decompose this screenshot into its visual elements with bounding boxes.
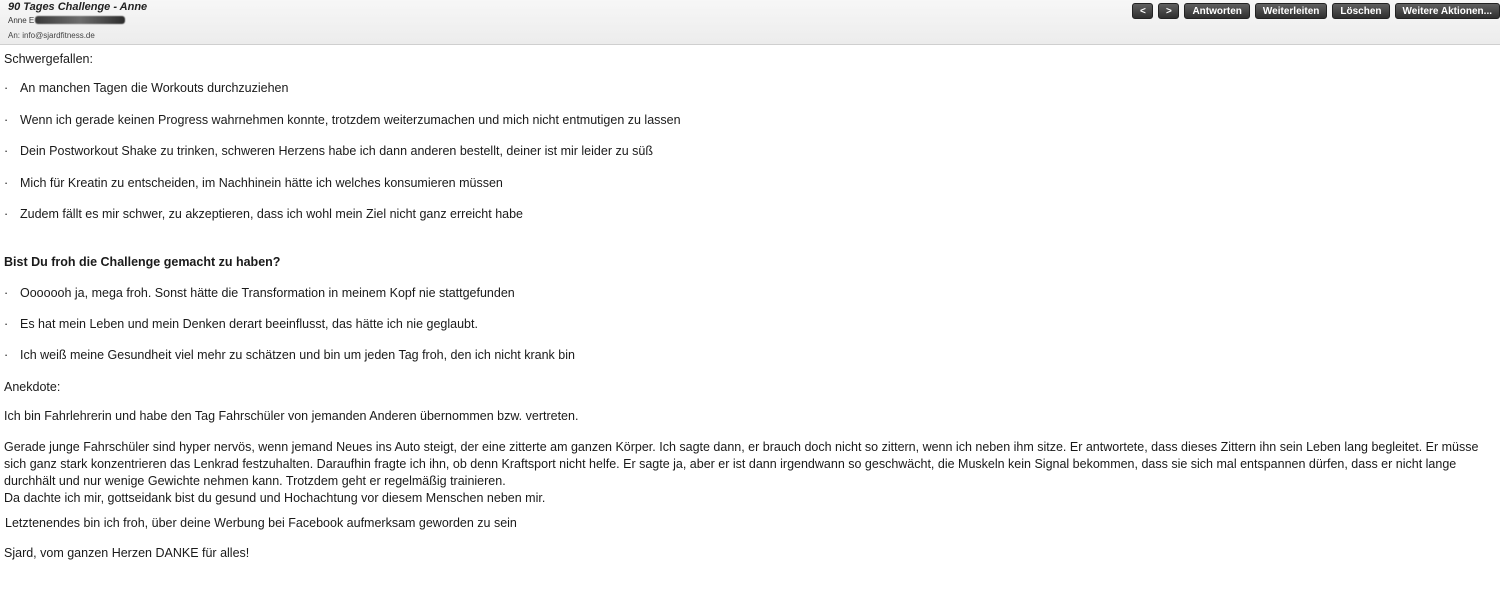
anecdote-story: Gerade junge Fahrschüler sind hyper nervös, wenn jemand Neues ins Auto steigt, der eine zitterte am ganzen Körper. Ich sagte dann, er brauch doch nicht so zittern, wenn ich neben ihm sitze. Er antwortete, dass dieses Zittern ihn sein Leben lang begleitet. Er müsse sich ganz stark konzentrieren das Lenkrad festzuhalten. Daraufhin fragte ich ihn, ob denn Kraftsport nicht helfe. Er sagte ja, aber er ist dann irgendwann so geschwächt, die Muskeln kein Signal bekommen, dass sie sich mal entspannen dürfen, dass er nicht lange durchhält und nur wenige Gewichte nehmen kann. Trotzdem geht er regelmäßig trainieren. — [4, 440, 1479, 488]
bullet-glyph: · — [4, 144, 9, 158]
message-toolbar — [1132, 3, 1500, 19]
more-actions-button[interactable]: Weitere Aktionen... — [1395, 3, 1500, 19]
list-item-text: Ooooooh ja, mega froh. Sonst hätte die Transformation in meinem Kopf nie stattgefunden — [20, 286, 515, 300]
thanks-paragraph: Sjard, vom ganzen Herzen DANKE für alles! — [4, 546, 250, 560]
previous-message-button[interactable]: < — [1132, 3, 1153, 19]
list-item — [4, 285, 515, 302]
list-item — [4, 80, 288, 97]
next-message-button[interactable]: > — [1158, 3, 1179, 19]
delete-button[interactable]: Löschen — [1332, 3, 1389, 19]
bullet-glyph: · — [4, 207, 9, 221]
glad-heading: Bist Du froh die Challenge gemacht zu haben? — [4, 255, 281, 269]
email-subject: 90 Tages Challenge - Anne — [8, 1, 148, 13]
list-item — [4, 112, 681, 129]
list-item — [4, 347, 575, 364]
email-recipient: An: info@sjardfitness.de — [8, 31, 95, 40]
list-item-text: Dein Postworkout Shake zu trinken, schweren Herzens habe ich dann anderen bestellt, deiner ist mir leider zu süß — [20, 144, 653, 158]
closing-paragraph: Letztenendes bin ich froh, über deine Werbung bei Facebook aufmerksam geworden zu sein — [5, 516, 517, 530]
bullet-glyph: · — [4, 113, 9, 127]
forward-button[interactable]: Weiterleiten — [1255, 3, 1328, 19]
list-item — [4, 175, 503, 192]
sender-name: Anne E — [8, 16, 35, 25]
anecdote-heading: Anekdote: — [4, 380, 61, 394]
bullet-glyph: · — [4, 81, 9, 95]
bullet-glyph: · — [4, 286, 9, 300]
bullet-glyph: · — [4, 317, 9, 331]
redacted-surname — [35, 16, 125, 24]
bullet-glyph: · — [4, 176, 9, 190]
list-item-text: Zudem fällt es mir schwer, zu akzeptieren, dass ich wohl mein Ziel nicht ganz erreicht habe — [20, 207, 524, 221]
list-item-text: Es hat mein Leben und mein Denken derart beeinflusst, das hätte ich nie geglaubt. — [20, 317, 478, 331]
list-item-text: An manchen Tagen die Workouts durchzuziehen — [20, 81, 289, 95]
list-item — [4, 206, 523, 223]
list-item-text: Ich weiß meine Gesundheit viel mehr zu schätzen und bin um jeden Tag froh, den ich nicht krank bin — [20, 348, 575, 362]
email-sender — [8, 16, 125, 25]
list-item — [4, 143, 653, 160]
reply-button[interactable]: Antworten — [1184, 3, 1249, 19]
list-item-text: Wenn ich gerade keinen Progress wahrnehmen konnte, trotzdem weiterzumachen und mich nicht entmutigen zu lassen — [20, 113, 681, 127]
bullet-glyph: · — [4, 348, 9, 362]
difficulties-heading: Schwergefallen: — [4, 52, 93, 66]
list-item — [4, 316, 478, 333]
anecdote-intro: Ich bin Fahrlehrerin und habe den Tag Fahrschüler von jemanden Anderen übernommen bzw. vertreten. — [4, 409, 579, 423]
anecdote-end: Da dachte ich mir, gottseidank bist du gesund und Hochachtung vor diesem Menschen neben mir. — [4, 491, 546, 505]
mail-header — [0, 0, 1500, 45]
list-item-text: Mich für Kreatin zu entscheiden, im Nachhinein hätte ich welches konsumieren müssen — [20, 176, 503, 190]
